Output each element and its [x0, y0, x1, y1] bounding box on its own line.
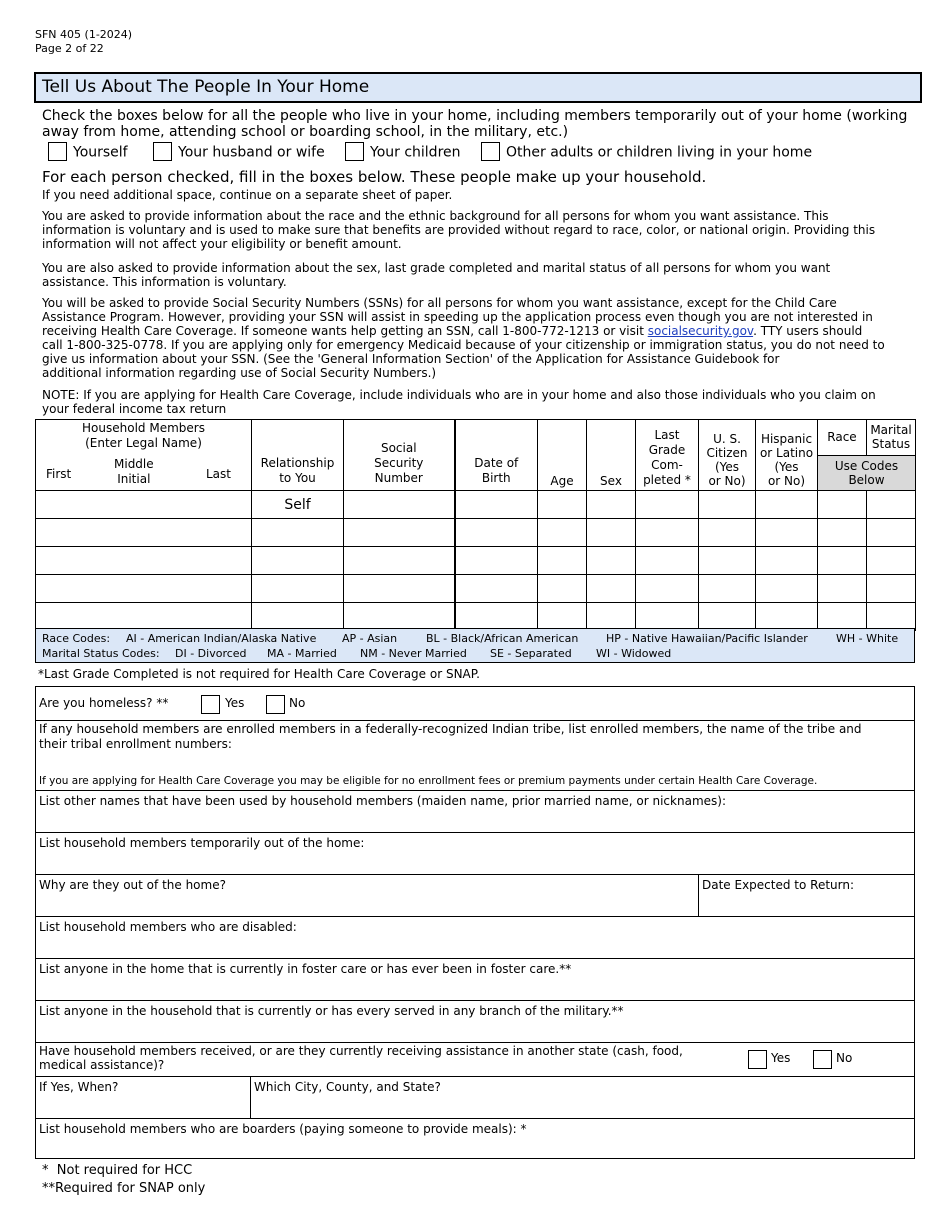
disabled-label: List household members who are disabled:	[39, 920, 297, 934]
other-state-yes-label: Yes	[771, 1051, 791, 1065]
cell-sex[interactable]	[587, 575, 636, 603]
header-household-members-label: Household Members	[82, 421, 205, 435]
socialsecurity-link[interactable]: socialsecurity.gov	[647, 324, 754, 338]
marital-code: SE - Separated	[490, 647, 572, 660]
race-code: AI - American Indian/Alaska Native	[126, 632, 317, 645]
cell-dob[interactable]	[455, 519, 538, 547]
homeless-yes-label: Yes	[225, 696, 245, 710]
cell-citizen[interactable]	[699, 519, 756, 547]
header-hispanic	[756, 420, 818, 491]
header-text: pleted *	[643, 473, 691, 487]
cell-race[interactable]	[818, 547, 867, 575]
cell-citizen[interactable]	[699, 603, 756, 631]
checkbox-spouse-item	[153, 143, 325, 162]
cell-hispanic[interactable]	[756, 547, 818, 575]
sex-paragraph-1: You are also asked to provide information about the sex, last grade completed and marital status of all persons for whom you want	[42, 261, 831, 275]
header-marital-status	[867, 420, 916, 456]
checkbox-label: Your husband or wife	[178, 144, 325, 161]
cell-relationship[interactable]	[252, 575, 344, 603]
cell-grade[interactable]	[636, 519, 699, 547]
date-return-label: Date Expected to Return:	[702, 878, 855, 892]
header-relationship	[252, 420, 344, 491]
header-middle: Middle	[114, 457, 154, 471]
footnote-1-text: Not required for HCC	[56, 1163, 193, 1178]
cell-sex[interactable]	[587, 519, 636, 547]
sex-paragraph-2: assistance. This information is voluntary.	[42, 275, 287, 289]
table-row	[36, 519, 916, 547]
cell-ssn[interactable]	[344, 575, 455, 603]
foster-care-row[interactable]	[36, 959, 914, 1001]
page-number: Page 2 of 22	[35, 42, 104, 55]
header-use-codes	[818, 455, 916, 491]
other-state-no-label: No	[836, 1051, 853, 1065]
header-text: Below	[848, 472, 885, 487]
divider	[250, 1077, 251, 1118]
header-text: Marital	[870, 423, 912, 438]
table-row	[36, 491, 916, 519]
codes-legend	[35, 628, 915, 663]
cell-sex[interactable]	[587, 547, 636, 575]
why-out-label: Why are they out of the home?	[39, 878, 226, 892]
temporarily-out-label: List household members temporarily out of the home:	[39, 836, 365, 850]
cell-name[interactable]	[36, 491, 252, 519]
ssn-text: . TTY users should	[753, 324, 863, 338]
cell-age[interactable]	[538, 491, 587, 519]
cell-marital[interactable]	[867, 491, 916, 519]
header-text: Date of	[474, 456, 519, 470]
cell-hispanic[interactable]	[756, 603, 818, 631]
header-text: Com-	[651, 458, 683, 472]
section-title: Tell Us About The People In Your Home	[34, 72, 922, 103]
cell-dob[interactable]	[455, 547, 538, 575]
ssn-paragraph-5: give us information about your SSN. (See the 'General Information Section' of the Application for Assistance Guidebook for	[42, 352, 780, 366]
ssn-text: receiving Health Care Coverage. If someone wants help getting an SSN, call 1-800-772-1213 or visit	[42, 324, 648, 338]
header-last: Last	[206, 467, 231, 481]
header-text: Security	[374, 456, 424, 470]
header-legal-name-label: (Enter Legal Name)	[85, 436, 202, 450]
header-age: Age	[538, 420, 587, 491]
cell-ssn[interactable]	[344, 603, 455, 631]
header-text: Use Codes	[834, 458, 899, 473]
cell-dob[interactable]	[455, 491, 538, 519]
cell-relationship[interactable]	[252, 603, 344, 631]
other-state-question-1: Have household members received, or are they currently receiving assistance in another state (cash, food,	[39, 1044, 683, 1058]
cell-age[interactable]	[538, 519, 587, 547]
military-label: List anyone in the household that is currently or has every served in any branch of the military.**	[39, 1004, 624, 1018]
intro-line-2: away from home, attending school or boarding school, in the military, etc.)	[42, 124, 569, 140]
homeless-row	[36, 687, 914, 721]
if-yes-when-label: If Yes, When?	[39, 1080, 119, 1094]
cell-age[interactable]	[538, 575, 587, 603]
cell-name[interactable]	[36, 575, 252, 603]
race-paragraph-1: You are asked to provide information about the race and the ethnic background for all persons for whom you want assistance. This	[42, 209, 829, 223]
household-members-table	[35, 419, 916, 631]
marital-code: MA - Married	[267, 647, 337, 660]
checkbox-label: Other adults or children living in your home	[506, 144, 813, 161]
cell-hispanic[interactable]	[756, 491, 818, 519]
temporarily-out-row[interactable]	[36, 833, 914, 875]
header-text: U. S.	[713, 432, 741, 446]
cell-marital[interactable]	[867, 519, 916, 547]
other-names-label: List other names that have been used by household members (maiden name, prior married name, or nicknames):	[39, 794, 726, 808]
footnote-2-text: Required for SNAP only	[55, 1181, 206, 1196]
cell-dob[interactable]	[455, 575, 538, 603]
header-ssn	[344, 420, 455, 491]
marital-code: NM - Never Married	[360, 647, 467, 660]
header-text: or No)	[767, 474, 806, 488]
footnote-1	[42, 1162, 192, 1179]
cell-grade[interactable]	[636, 603, 699, 631]
other-names-row[interactable]	[36, 791, 914, 833]
tribe-hcc-note: If you are applying for Health Care Coverage you may be eligible for no enrollment fees or premium payments under certain Health Care Coverage.	[39, 775, 818, 787]
why-out-row	[36, 875, 914, 917]
marital-code: WI - Widowed	[596, 647, 672, 660]
footnote-2-mark: **	[42, 1181, 55, 1196]
tribe-question-1: If any household members are enrolled members in a federally-recognized Indian tribe, list enrolled members, the name of the tribe and	[39, 722, 862, 736]
homeless-no-label: No	[289, 696, 306, 710]
cell-ssn[interactable]	[344, 547, 455, 575]
header-household-members	[36, 420, 252, 491]
checkbox-other-item	[481, 143, 812, 162]
cell-ssn[interactable]	[344, 519, 455, 547]
header-initial: Initial	[117, 472, 151, 486]
header-text: Relationship	[260, 456, 335, 470]
header-sex: Sex	[587, 420, 636, 491]
header-text: (Yes	[714, 460, 740, 474]
cell-citizen[interactable]	[699, 547, 756, 575]
footnote-1-mark: *	[42, 1163, 49, 1178]
header-first: First	[46, 467, 72, 481]
cell-relationship-self: Self	[252, 491, 344, 519]
homeless-no-checkbox[interactable]	[266, 695, 285, 714]
header-text: Status	[871, 437, 911, 452]
header-text: or Latino	[759, 446, 814, 460]
cell-race[interactable]	[818, 575, 867, 603]
if-yes-row	[36, 1077, 914, 1119]
header-text: Hispanic	[760, 432, 813, 446]
ssn-paragraph-2: Assistance Program. However, providing your SSN will assist in speeding up the application process even though you are not interested in	[42, 310, 873, 324]
header-text: Citizen	[706, 446, 748, 460]
foster-care-label: List anyone in the home that is currently in foster care or has ever been in foster care.**	[39, 962, 572, 976]
ssn-paragraph-3	[42, 325, 862, 338]
header-text: Number	[374, 471, 423, 485]
cell-relationship[interactable]	[252, 547, 344, 575]
ssn-paragraph-1: You will be asked to provide Social Security Numbers (SSNs) for all persons for whom you want assistance, except for the Child Care	[42, 296, 837, 310]
boarders-row[interactable]	[36, 1119, 914, 1158]
other-state-row	[36, 1043, 914, 1077]
cell-race[interactable]	[818, 519, 867, 547]
race-code: AP - Asian	[342, 632, 398, 645]
ssn-paragraph-4: call 1-800-325-0778. If you are applying only for emergency Medicaid because of your citizenship or immigration status, you do not need to	[42, 338, 885, 352]
intro-line-1: Check the boxes below for all the people who live in your home, including members temporarily out of your home (working	[42, 108, 908, 124]
checkbox-other-adults[interactable]	[481, 142, 500, 161]
race-paragraph-2: information is voluntary and is used to make sure that benefits are provided without regard to race, color, or national origin. Providing this	[42, 223, 876, 237]
header-text: to You	[279, 471, 316, 485]
header-dob	[455, 420, 538, 491]
other-state-question-2: medical assistance)?	[39, 1058, 165, 1072]
last-grade-note: *Last Grade Completed is not required for Health Care Coverage or SNAP.	[38, 667, 480, 681]
checkbox-children[interactable]	[345, 142, 364, 161]
checkbox-label: Yourself	[73, 144, 128, 161]
header-text: Birth	[481, 471, 511, 485]
divider	[698, 875, 699, 916]
race-code: HP - Native Hawaiian/Pacific Islander	[606, 632, 808, 645]
note-line-2: your federal income tax return	[42, 402, 227, 416]
marital-codes-label: Marital Status Codes:	[42, 647, 160, 660]
header-text: or No)	[708, 474, 746, 488]
checkbox-yourself[interactable]	[48, 142, 67, 161]
cell-marital[interactable]	[867, 603, 916, 631]
header-last-grade	[636, 420, 699, 491]
cell-race[interactable]	[818, 603, 867, 631]
cell-grade[interactable]	[636, 575, 699, 603]
cell-marital[interactable]	[867, 547, 916, 575]
household-questions-box	[35, 686, 915, 1159]
cell-name[interactable]	[36, 547, 252, 575]
checkbox-spouse[interactable]	[153, 142, 172, 161]
race-code: BL - Black/African American	[426, 632, 579, 645]
tribe-row	[36, 721, 914, 791]
header-race: Race	[818, 420, 867, 456]
cell-ssn[interactable]	[344, 491, 455, 519]
cell-hispanic[interactable]	[756, 519, 818, 547]
cell-sex[interactable]	[587, 603, 636, 631]
boarders-label: List household members who are boarders (paying someone to provide meals): *	[39, 1122, 527, 1136]
disabled-row[interactable]	[36, 917, 914, 959]
header-text: Social	[380, 441, 417, 455]
ssn-paragraph-6: additional information regarding use of Social Security Numbers.)	[42, 366, 437, 380]
cell-grade[interactable]	[636, 491, 699, 519]
race-codes-label: Race Codes:	[42, 632, 111, 645]
form-number: SFN 405 (1-2024)	[35, 28, 133, 41]
additional-space-note: If you need additional space, continue on a separate sheet of paper.	[42, 188, 453, 202]
homeless-question: Are you homeless? **	[39, 696, 169, 710]
other-state-no-checkbox[interactable]	[813, 1050, 832, 1069]
cell-relationship[interactable]	[252, 519, 344, 547]
cell-citizen[interactable]	[699, 491, 756, 519]
checkbox-children-item	[345, 143, 461, 162]
cell-citizen[interactable]	[699, 575, 756, 603]
homeless-yes-checkbox[interactable]	[201, 695, 220, 714]
footnote-2	[42, 1180, 205, 1197]
table-row	[36, 575, 916, 603]
checkbox-label: Your children	[370, 144, 461, 161]
header-text: Last	[654, 428, 680, 442]
checkbox-yourself-item	[48, 143, 128, 162]
marital-code: DI - Divorced	[175, 647, 247, 660]
cell-sex[interactable]	[587, 491, 636, 519]
fill-boxes-instruction: For each person checked, fill in the boxes below. These people make up your household.	[42, 168, 707, 186]
tribe-question-2: their tribal enrollment numbers:	[39, 737, 232, 751]
header-middle-initial	[114, 457, 154, 487]
cell-grade[interactable]	[636, 547, 699, 575]
note-line-1: NOTE: If you are applying for Health Care Coverage, include individuals who are in your home and also those individuals who you claim on	[42, 388, 876, 402]
cell-race[interactable]	[818, 491, 867, 519]
header-text: Grade	[648, 443, 686, 457]
table-row	[36, 603, 916, 631]
cell-name[interactable]	[36, 603, 252, 631]
race-paragraph-3: information will not affect your eligibility or benefit amount.	[42, 237, 402, 251]
header-us-citizen	[699, 420, 756, 491]
cell-age[interactable]	[538, 547, 587, 575]
table-row	[36, 547, 916, 575]
race-code: WH - White	[836, 632, 899, 645]
cell-hispanic[interactable]	[756, 575, 818, 603]
cell-dob[interactable]	[455, 603, 538, 631]
header-text: (Yes	[774, 460, 799, 474]
other-state-yes-checkbox[interactable]	[748, 1050, 767, 1069]
military-row[interactable]	[36, 1001, 914, 1043]
cell-marital[interactable]	[867, 575, 916, 603]
cell-age[interactable]	[538, 603, 587, 631]
cell-name[interactable]	[36, 519, 252, 547]
which-city-label: Which City, County, and State?	[254, 1080, 441, 1094]
